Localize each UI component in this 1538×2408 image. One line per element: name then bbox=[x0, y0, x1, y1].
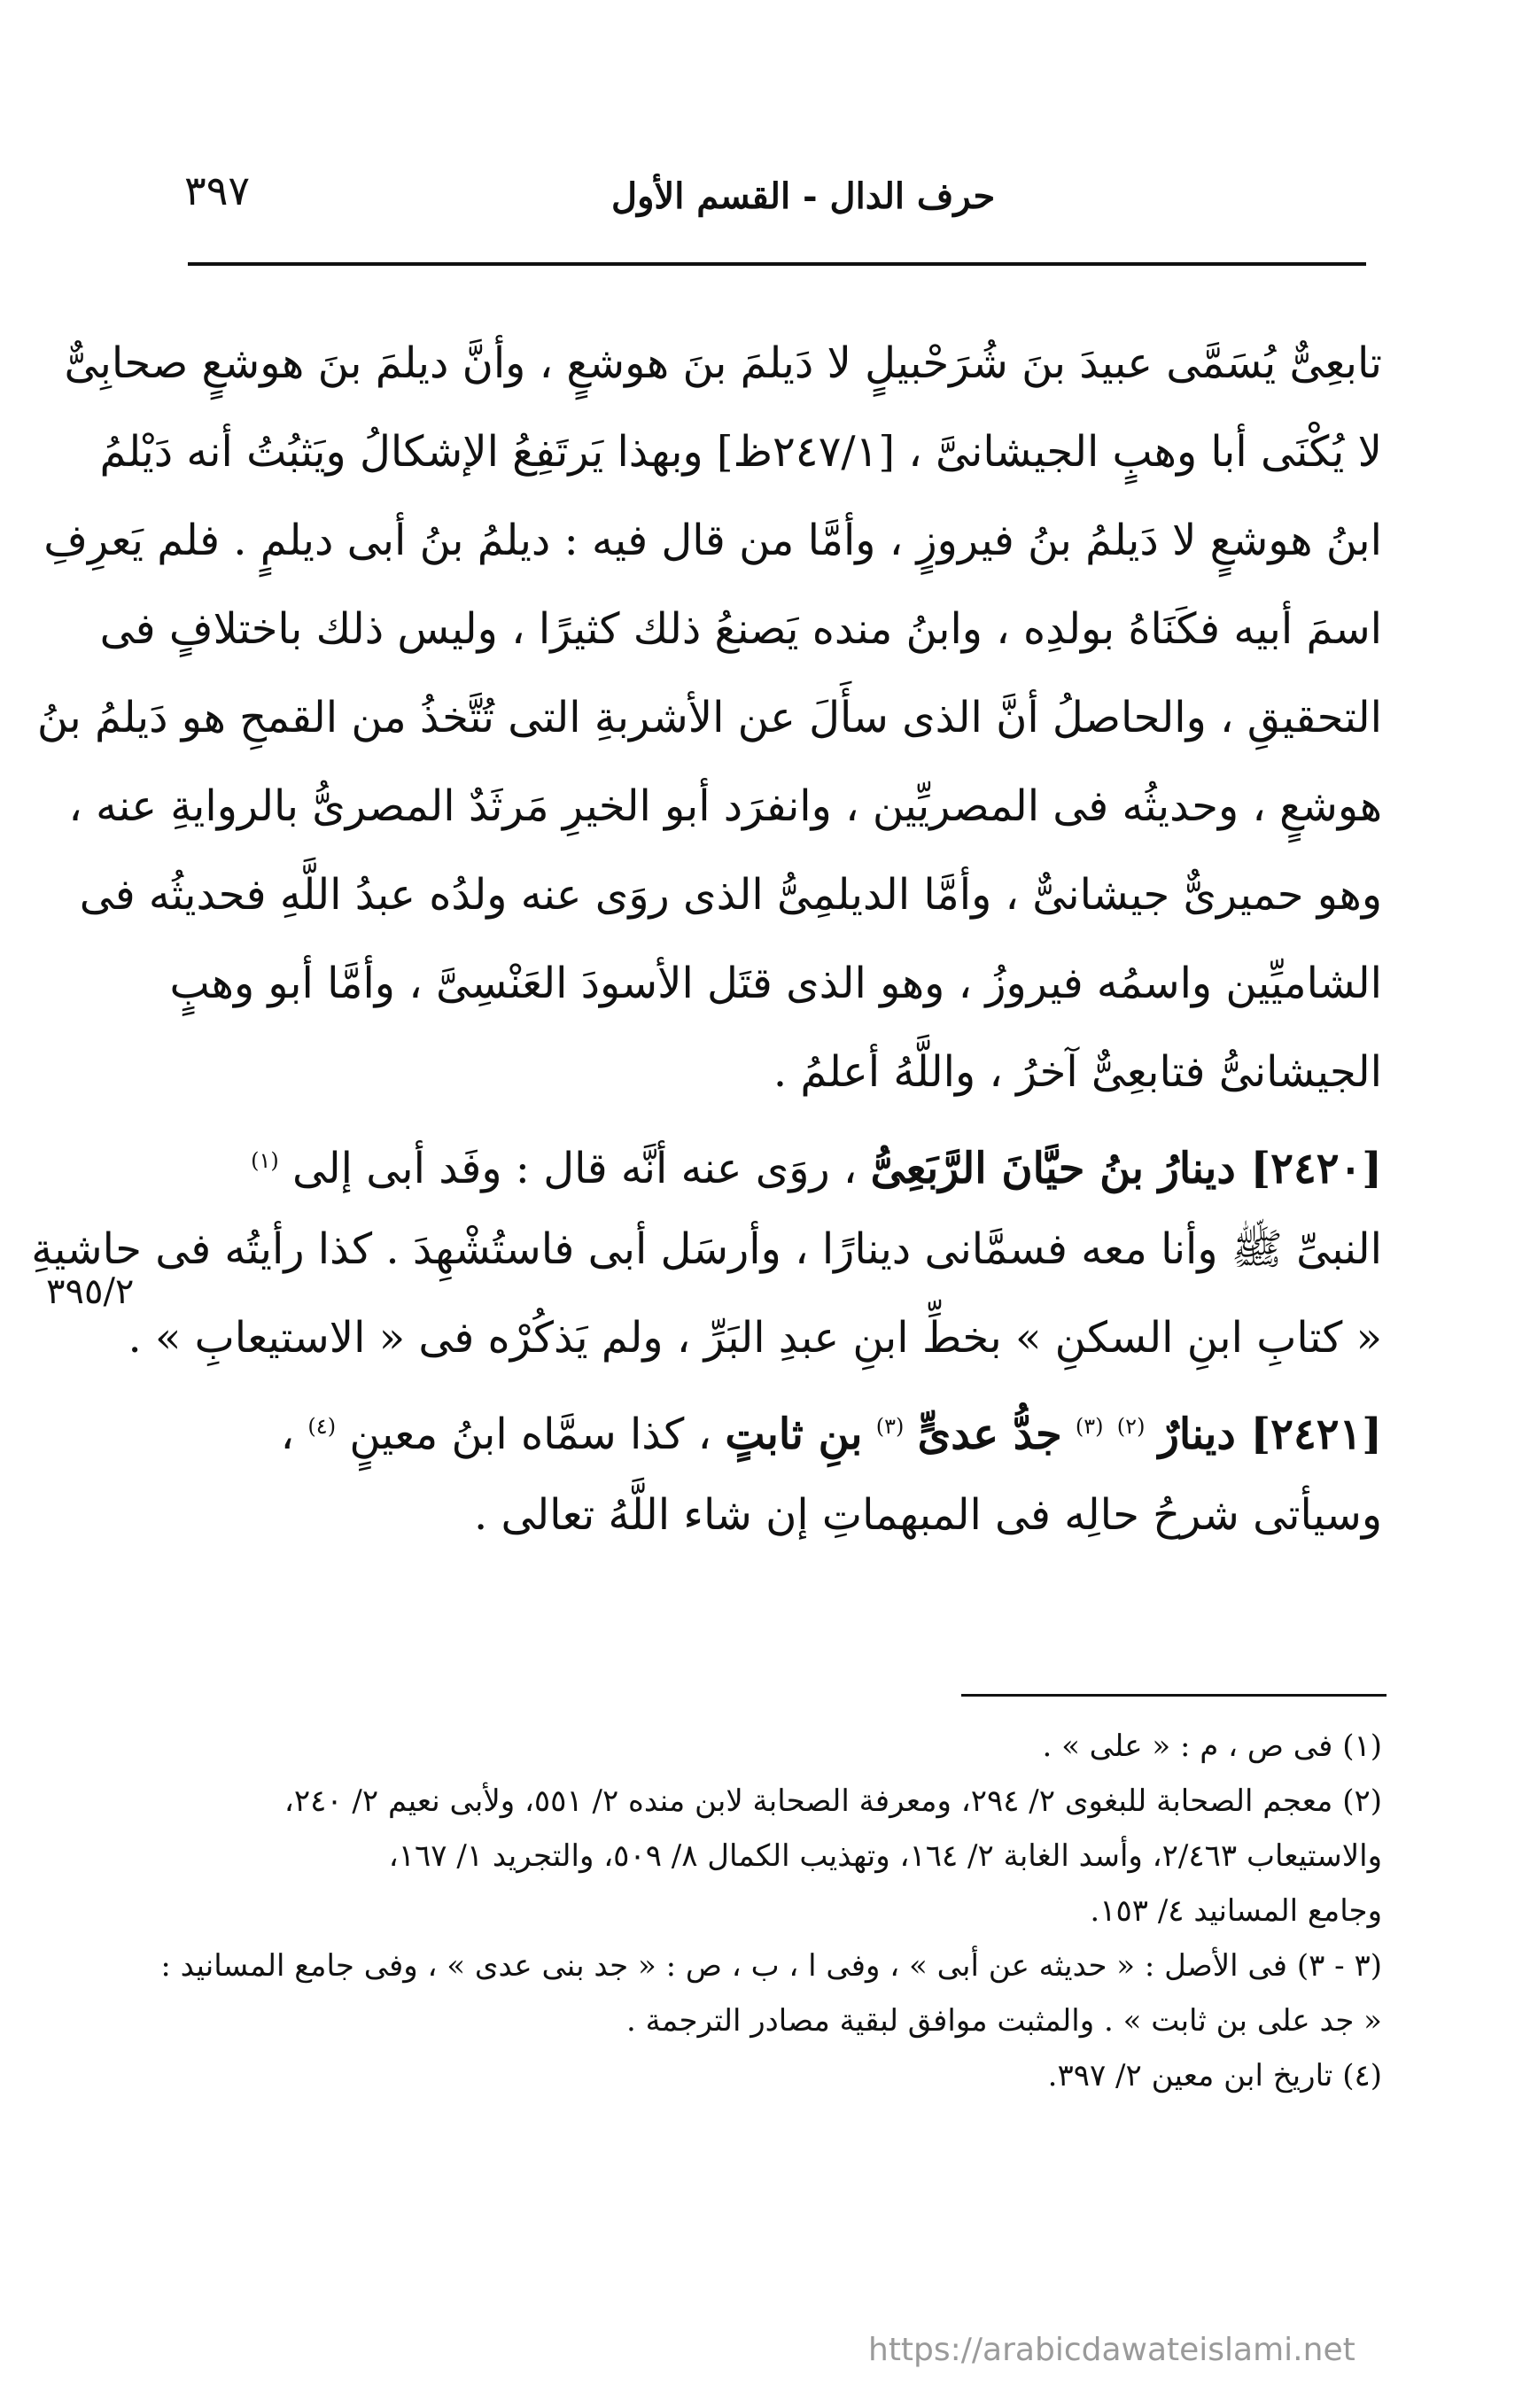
watermark-url: https://arabicdawateislami.net bbox=[868, 2332, 1355, 2368]
footnote-marker: (٤) bbox=[307, 1414, 337, 1439]
text-line: « كتابِ ابنِ السكنِ » بخطِّ ابنِ عبدِ البَرِّ ، ولم يَذكُرْه فى « الاستيعابِ » . bbox=[128, 1313, 1382, 1363]
entry-text: ، bbox=[280, 1410, 295, 1459]
running-title: حرف الدال - القسم الأول bbox=[611, 175, 996, 217]
entry-heading: [٢٤٢١] دينارٌ bbox=[1158, 1410, 1382, 1459]
entry-heading: [٢٤٢٠] دينارُ بنُ حيَّانَ الرَّبَعِىُّ bbox=[870, 1144, 1382, 1193]
text-line: وسيأتى شرحُ حالِه فى المبهماتِ إن شاء اللَّهُ تعالى . bbox=[474, 1490, 1382, 1540]
entry-heading-part: جدُّ عدىٍّ bbox=[917, 1410, 1062, 1459]
text-line: هوشعٍ ، وحديثُه فى المصريِّين ، وانفرَد أبو الخيرِ مَرثَدٌ المصرىُّ بالروايةِ عنه ، bbox=[68, 781, 1382, 831]
page-number: ٣٩٧ bbox=[184, 167, 251, 214]
margin-reference: ٣٩٥/٢ bbox=[46, 1271, 135, 1312]
footnote-line: (٣ - ٣) فى الأصل : « حديثه عن أبى » ، وفى ا ، ب ، ص : « جد بنى عدى » ، وفى جامع المسانيد : bbox=[160, 1948, 1382, 1984]
text-line: لا يُكْنَى أبا وهبٍ الجيشانىَّ ، [٢٤٧/١ظ] وبهذا يَرتَفِعُ الإشكالُ ويَثبُتُ أنه دَيْلمُ bbox=[99, 427, 1382, 477]
footnote-line: (٤) تاريخ ابن معين ٢/ ٣٩٧. bbox=[1047, 2058, 1382, 2093]
footnote-marker: (٢) bbox=[1116, 1414, 1146, 1439]
text-line: تابعِىٌّ يُسَمَّى عبيدَ بنَ شُرَحْبيلٍ لا دَيلمَ بنَ هوشعٍ ، وأنَّ ديلمَ بنَ هوشعٍ صحابِىٌّ bbox=[64, 338, 1382, 388]
footnote-line: وجامع المسانيد ٤/ ١٥٣. bbox=[1090, 1893, 1382, 1929]
entry-2421-line-1 bbox=[168, 1382, 1382, 1471]
entry-text: ، كذا سمَّاه ابنُ معينٍ bbox=[349, 1410, 712, 1459]
header-rule bbox=[188, 262, 1366, 266]
text-line: الجيشانىُّ فتابعِىٌّ آخرُ ، واللَّهُ أعلمُ . bbox=[773, 1047, 1382, 1097]
footnote-rule bbox=[961, 1694, 1387, 1697]
text-line: وهو حميرىٌّ جيشانىٌّ ، وأمَّا الديلمِىُّ الذى روَى عنه ولدُه عبدُ اللَّهِ فحديثُه فى bbox=[79, 870, 1382, 920]
text-line: التحقيقِ ، والحاصلُ أنَّ الذى سأَلَ عن الأشربةِ التى تُتَّخذُ من القمحِ هو دَيلمُ بنُ bbox=[36, 693, 1382, 742]
footnotes bbox=[160, 1719, 1382, 2103]
footnote-line: والاستيعاب ٢/٤٦٣، وأسد الغابة ٢/ ١٦٤، وتهذيب الكمال ٨/ ٥٠٩، والتجريد ١/ ١٦٧، bbox=[388, 1838, 1382, 1874]
entry-text: ، روَى عنه أنَّه قال : وفَد أبى إلى bbox=[292, 1144, 858, 1193]
text-line: اسمَ أبيه فكَنَاهُ بولدِه ، وابنُ منده يَصنعُ ذلك كثيرًا ، وليس ذلك باختلافٍ فى bbox=[99, 604, 1382, 654]
footnote-line: (٢) معجم الصحابة للبغوى ٢/ ٢٩٤، ومعرفة الصحابة لابن منده ٢/ ٥٥١، ولأبى نعيم ٢/ ٢٤٠، bbox=[284, 1783, 1382, 1819]
footnote-line: (١) فى ص ، م : « على » . bbox=[1042, 1728, 1382, 1764]
text-line: النبىِّ ﷺ وأنا معه فسمَّانى دينارًا ، وأرسَل أبى فاستُشْهِدَ . كذا رأيتُه فى حاشيةِ bbox=[31, 1224, 1382, 1274]
footnote-marker: (٣) bbox=[1075, 1414, 1104, 1439]
entry-2420-line-1 bbox=[168, 1116, 1382, 1205]
entry-heading-part: بنِ ثابتٍ bbox=[725, 1410, 863, 1459]
footnote-marker: (١) bbox=[251, 1148, 279, 1173]
text-line: ابنُ هوشعٍ لا دَيلمُ بنُ فيروزٍ ، وأمَّا من قال فيه : ديلمُ بنُ أبى ديلمٍ . فلم يَعرِفِ bbox=[43, 516, 1382, 565]
footnote-marker: (٣) bbox=[875, 1414, 905, 1439]
text-line: الشاميِّين واسمُه فيروزُ ، وهو الذى قتَل الأسودَ العَنْسِىَّ ، وأمَّا أبو وهبٍ bbox=[169, 959, 1382, 1008]
footnote-line: « جد على بن ثابت » . والمثبت موافق لبقية مصادر الترجمة . bbox=[626, 2003, 1382, 2039]
